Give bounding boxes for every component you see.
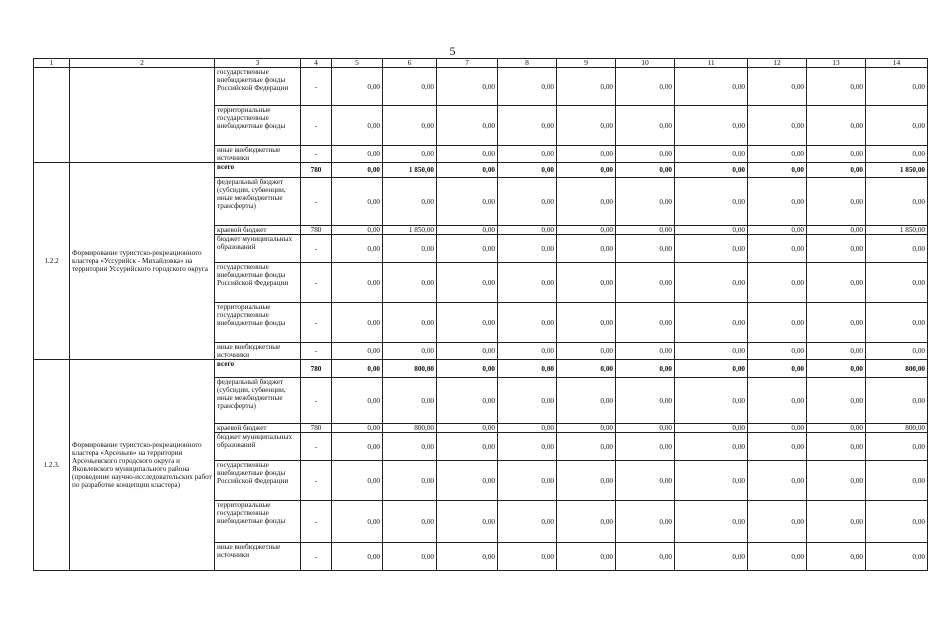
value-cell: 0,00 — [557, 424, 616, 433]
value-cell: 0,00 — [616, 263, 675, 303]
value-cell: 0,00 — [675, 163, 748, 178]
value-cell: 0,00 — [675, 68, 748, 106]
value-cell: 0,00 — [616, 68, 675, 106]
value-cell: 0,00 — [807, 433, 866, 461]
value-cell: 0,00 — [616, 343, 675, 360]
value-cell: 0,00 — [866, 68, 928, 106]
funding-source: всего — [215, 163, 301, 178]
value-cell: 0,00 — [332, 163, 383, 178]
value-cell: 0,00 — [807, 303, 866, 343]
value-cell: 0,00 — [498, 106, 557, 146]
value-cell: 0,00 — [748, 178, 807, 226]
item-code: 1.2.2 — [34, 163, 70, 360]
value-cell: 0,00 — [807, 146, 866, 163]
value-cell: 0,00 — [383, 106, 437, 146]
value-cell: 0,00 — [866, 146, 928, 163]
value-cell: 0,00 — [675, 378, 748, 424]
code-cell: - — [301, 106, 332, 146]
value-cell: 0,00 — [616, 146, 675, 163]
value-cell: 0,00 — [748, 543, 807, 571]
table-row — [34, 68, 928, 106]
funding-source: иные внебюджетные источники — [215, 343, 301, 360]
table-row — [34, 163, 928, 178]
value-cell: 0,00 — [866, 378, 928, 424]
value-cell: 1 850,00 — [866, 163, 928, 178]
value-cell: 0,00 — [748, 360, 807, 378]
value-cell: 0,00 — [383, 543, 437, 571]
value-cell: 0,00 — [383, 146, 437, 163]
value-cell: 0,00 — [498, 378, 557, 424]
value-cell: 0,00 — [616, 303, 675, 343]
code-cell: - — [301, 178, 332, 226]
funding-source: бюджет муниципальных образований — [215, 235, 301, 263]
value-cell: 0,00 — [675, 543, 748, 571]
value-cell: 800,00 — [383, 424, 437, 433]
column-header: 2 — [70, 59, 215, 68]
code-cell: - — [301, 263, 332, 303]
value-cell: 0,00 — [557, 163, 616, 178]
code-cell: 780 — [301, 360, 332, 378]
value-cell: 0,00 — [675, 424, 748, 433]
code-cell: - — [301, 146, 332, 163]
value-cell: 0,00 — [807, 163, 866, 178]
column-header: 9 — [557, 59, 616, 68]
column-header: 7 — [437, 59, 498, 68]
value-cell: 0,00 — [557, 146, 616, 163]
value-cell: 0,00 — [807, 68, 866, 106]
value-cell: 0,00 — [498, 68, 557, 106]
value-cell: 0,00 — [675, 226, 748, 235]
value-cell: 0,00 — [748, 343, 807, 360]
value-cell: 0,00 — [748, 461, 807, 501]
value-cell: 0,00 — [675, 461, 748, 501]
value-cell: 0,00 — [557, 501, 616, 543]
value-cell: 0,00 — [332, 378, 383, 424]
value-cell: 0,00 — [383, 343, 437, 360]
value-cell: 0,00 — [332, 226, 383, 235]
value-cell: 0,00 — [675, 501, 748, 543]
value-cell: 0,00 — [675, 433, 748, 461]
value-cell: 0,00 — [616, 106, 675, 146]
item-code: 1.2.3. — [34, 360, 70, 571]
value-cell: 800,00 — [383, 360, 437, 378]
value-cell: 0,00 — [557, 378, 616, 424]
value-cell: 0,00 — [616, 461, 675, 501]
funding-source: бюджет муниципальных образований — [215, 433, 301, 461]
value-cell: 0,00 — [866, 501, 928, 543]
value-cell: 0,00 — [332, 343, 383, 360]
value-cell: 0,00 — [498, 343, 557, 360]
value-cell: 0,00 — [748, 433, 807, 461]
funding-source: федеральный бюджет (субсидии, субвенции, иные межбюджетные трансферты) — [215, 178, 301, 226]
funding-source: территориальные государственные внебюджетные фонды — [215, 106, 301, 146]
value-cell: 0,00 — [557, 68, 616, 106]
value-cell: 0,00 — [498, 360, 557, 378]
column-header: 10 — [616, 59, 675, 68]
value-cell: 0,00 — [383, 178, 437, 226]
value-cell: 0,00 — [437, 343, 498, 360]
code-cell: - — [301, 235, 332, 263]
value-cell: 0,00 — [616, 424, 675, 433]
value-cell: 0,00 — [748, 163, 807, 178]
code-cell: - — [301, 461, 332, 501]
value-cell: 800,00 — [866, 424, 928, 433]
value-cell: 0,00 — [437, 501, 498, 543]
code-cell: 780 — [301, 163, 332, 178]
value-cell: 0,00 — [383, 501, 437, 543]
value-cell: 0,00 — [807, 235, 866, 263]
value-cell: 0,00 — [748, 235, 807, 263]
value-cell: 0,00 — [437, 378, 498, 424]
value-cell: 0,00 — [498, 178, 557, 226]
funding-source: всего — [215, 360, 301, 378]
table-row — [34, 360, 928, 378]
funding-source: федеральный бюджет (субсидии, субвенции, иные межбюджетные трансферты) — [215, 378, 301, 424]
code-cell: - — [301, 501, 332, 543]
value-cell: 0,00 — [437, 424, 498, 433]
column-header: 5 — [332, 59, 383, 68]
funding-source: краевой бюджет — [215, 424, 301, 433]
value-cell: 0,00 — [748, 68, 807, 106]
column-header: 3 — [215, 59, 301, 68]
value-cell: 0,00 — [616, 543, 675, 571]
value-cell: 0,00 — [616, 433, 675, 461]
value-cell: 0,00 — [498, 461, 557, 501]
header-row — [34, 59, 928, 68]
value-cell: 0,00 — [748, 303, 807, 343]
code-cell: - — [301, 68, 332, 106]
value-cell: 0,00 — [332, 360, 383, 378]
value-cell: 0,00 — [437, 263, 498, 303]
value-cell: 0,00 — [807, 343, 866, 360]
value-cell: 0,00 — [332, 68, 383, 106]
value-cell: 0,00 — [383, 303, 437, 343]
value-cell: 0,00 — [332, 106, 383, 146]
value-cell: 0,00 — [866, 343, 928, 360]
funding-source: краевой бюджет — [215, 226, 301, 235]
value-cell: 0,00 — [616, 235, 675, 263]
value-cell: 0,00 — [557, 178, 616, 226]
value-cell: 0,00 — [866, 178, 928, 226]
value-cell: 0,00 — [866, 235, 928, 263]
value-cell: 0,00 — [383, 461, 437, 501]
value-cell: 0,00 — [557, 360, 616, 378]
funding-source: государственные внебюджетные фонды Российской Федерации — [215, 68, 301, 106]
value-cell: 0,00 — [675, 263, 748, 303]
value-cell: 0,00 — [332, 543, 383, 571]
value-cell: 0,00 — [675, 106, 748, 146]
value-cell: 0,00 — [332, 303, 383, 343]
column-header: 8 — [498, 59, 557, 68]
value-cell: 0,00 — [332, 178, 383, 226]
column-header: 14 — [866, 59, 928, 68]
value-cell: 0,00 — [748, 146, 807, 163]
empty-name-cell — [70, 68, 215, 163]
value-cell: 0,00 — [616, 226, 675, 235]
value-cell: 0,00 — [332, 235, 383, 263]
item-name: Формирование туристско-рекреационного кластера «Уссурийск - Михайловка» на территории Уссурийского городского округа — [70, 163, 215, 360]
value-cell: 0,00 — [807, 106, 866, 146]
value-cell: 0,00 — [807, 501, 866, 543]
value-cell: 0,00 — [383, 378, 437, 424]
value-cell: 0,00 — [748, 226, 807, 235]
funding-source: иные внебюджетные источники — [215, 543, 301, 571]
value-cell: 0,00 — [498, 146, 557, 163]
value-cell: 0,00 — [557, 303, 616, 343]
value-cell: 0,00 — [616, 178, 675, 226]
value-cell: 0,00 — [807, 263, 866, 303]
value-cell: 0,00 — [866, 433, 928, 461]
value-cell: 0,00 — [748, 378, 807, 424]
code-cell: - — [301, 303, 332, 343]
code-cell: - — [301, 433, 332, 461]
value-cell: 0,00 — [437, 106, 498, 146]
value-cell: 0,00 — [748, 424, 807, 433]
value-cell: 0,00 — [383, 263, 437, 303]
value-cell: 0,00 — [675, 303, 748, 343]
value-cell: 0,00 — [557, 543, 616, 571]
value-cell: 0,00 — [498, 163, 557, 178]
value-cell: 0,00 — [807, 178, 866, 226]
value-cell: 0,00 — [437, 360, 498, 378]
value-cell: 0,00 — [383, 433, 437, 461]
value-cell: 0,00 — [498, 303, 557, 343]
funding-source: территориальные государственные внебюджетные фонды — [215, 303, 301, 343]
value-cell: 800,00 — [866, 360, 928, 378]
value-cell: 0,00 — [332, 146, 383, 163]
column-header: 1 — [34, 59, 70, 68]
code-cell: 780 — [301, 424, 332, 433]
code-cell: - — [301, 343, 332, 360]
funding-source: государственные внебюджетные фонды Российской Федерации — [215, 461, 301, 501]
value-cell: 0,00 — [498, 543, 557, 571]
value-cell: 0,00 — [748, 501, 807, 543]
code-cell: - — [301, 543, 332, 571]
value-cell: 0,00 — [437, 433, 498, 461]
value-cell: 0,00 — [383, 235, 437, 263]
value-cell: 0,00 — [437, 178, 498, 226]
column-header: 12 — [748, 59, 807, 68]
value-cell: 0,00 — [807, 461, 866, 501]
value-cell: 0,00 — [437, 461, 498, 501]
value-cell: 0,00 — [866, 303, 928, 343]
value-cell: 0,00 — [807, 543, 866, 571]
value-cell: 0,00 — [332, 424, 383, 433]
value-cell: 0,00 — [437, 163, 498, 178]
value-cell: 0,00 — [675, 343, 748, 360]
value-cell: 0,00 — [498, 501, 557, 543]
value-cell: 0,00 — [616, 163, 675, 178]
value-cell: 0,00 — [675, 178, 748, 226]
value-cell: 0,00 — [807, 360, 866, 378]
value-cell: 0,00 — [437, 543, 498, 571]
column-header: 4 — [301, 59, 332, 68]
value-cell: 0,00 — [498, 226, 557, 235]
value-cell: 0,00 — [807, 226, 866, 235]
column-header: 6 — [383, 59, 437, 68]
value-cell: 0,00 — [557, 461, 616, 501]
value-cell: 0,00 — [748, 263, 807, 303]
value-cell: 0,00 — [866, 263, 928, 303]
value-cell: 0,00 — [332, 263, 383, 303]
value-cell: 1 850,00 — [866, 226, 928, 235]
value-cell: 0,00 — [675, 235, 748, 263]
value-cell: 0,00 — [332, 433, 383, 461]
value-cell: 1 850,00 — [383, 226, 437, 235]
funding-source: иные внебюджетные источники — [215, 146, 301, 163]
column-header: 13 — [807, 59, 866, 68]
value-cell: 0,00 — [437, 235, 498, 263]
value-cell: 0,00 — [498, 263, 557, 303]
value-cell: 0,00 — [437, 226, 498, 235]
value-cell: 0,00 — [498, 235, 557, 263]
page-number: 5 — [449, 44, 456, 58]
value-cell: 0,00 — [675, 360, 748, 378]
value-cell: 0,00 — [557, 235, 616, 263]
value-cell: 0,00 — [807, 424, 866, 433]
value-cell: 0,00 — [866, 461, 928, 501]
item-name: Формирование туристско-рекреационного кластера «Арсеньев» на территории Арсеньевского городского округа и Яковлевского муниципального района (проведение научно-исследовательских работ по разработке концепции кластера) — [70, 360, 215, 571]
value-cell: 0,00 — [437, 303, 498, 343]
value-cell: 0,00 — [437, 146, 498, 163]
value-cell: 0,00 — [557, 263, 616, 303]
value-cell: 0,00 — [437, 68, 498, 106]
value-cell: 0,00 — [616, 360, 675, 378]
value-cell: 0,00 — [675, 146, 748, 163]
value-cell: 0,00 — [807, 378, 866, 424]
value-cell: 0,00 — [332, 501, 383, 543]
funding-source: государственные внебюджетные фонды Российской Федерации — [215, 263, 301, 303]
value-cell: 0,00 — [498, 424, 557, 433]
value-cell: 0,00 — [332, 461, 383, 501]
value-cell: 0,00 — [866, 543, 928, 571]
value-cell: 0,00 — [557, 106, 616, 146]
column-header: 11 — [675, 59, 748, 68]
code-cell: 780 — [301, 226, 332, 235]
table-body — [34, 59, 928, 571]
value-cell: 0,00 — [557, 226, 616, 235]
value-cell: 0,00 — [748, 106, 807, 146]
value-cell: 0,00 — [383, 68, 437, 106]
value-cell: 0,00 — [866, 106, 928, 146]
code-cell: - — [301, 378, 332, 424]
value-cell: 0,00 — [498, 433, 557, 461]
value-cell: 0,00 — [557, 343, 616, 360]
funding-source: территориальные государственные внебюджетные фонды — [215, 501, 301, 543]
value-cell: 1 850,00 — [383, 163, 437, 178]
budget-table — [33, 58, 928, 571]
value-cell: 0,00 — [557, 433, 616, 461]
value-cell: 0,00 — [616, 501, 675, 543]
value-cell: 0,00 — [616, 378, 675, 424]
empty-code-cell — [34, 68, 70, 163]
